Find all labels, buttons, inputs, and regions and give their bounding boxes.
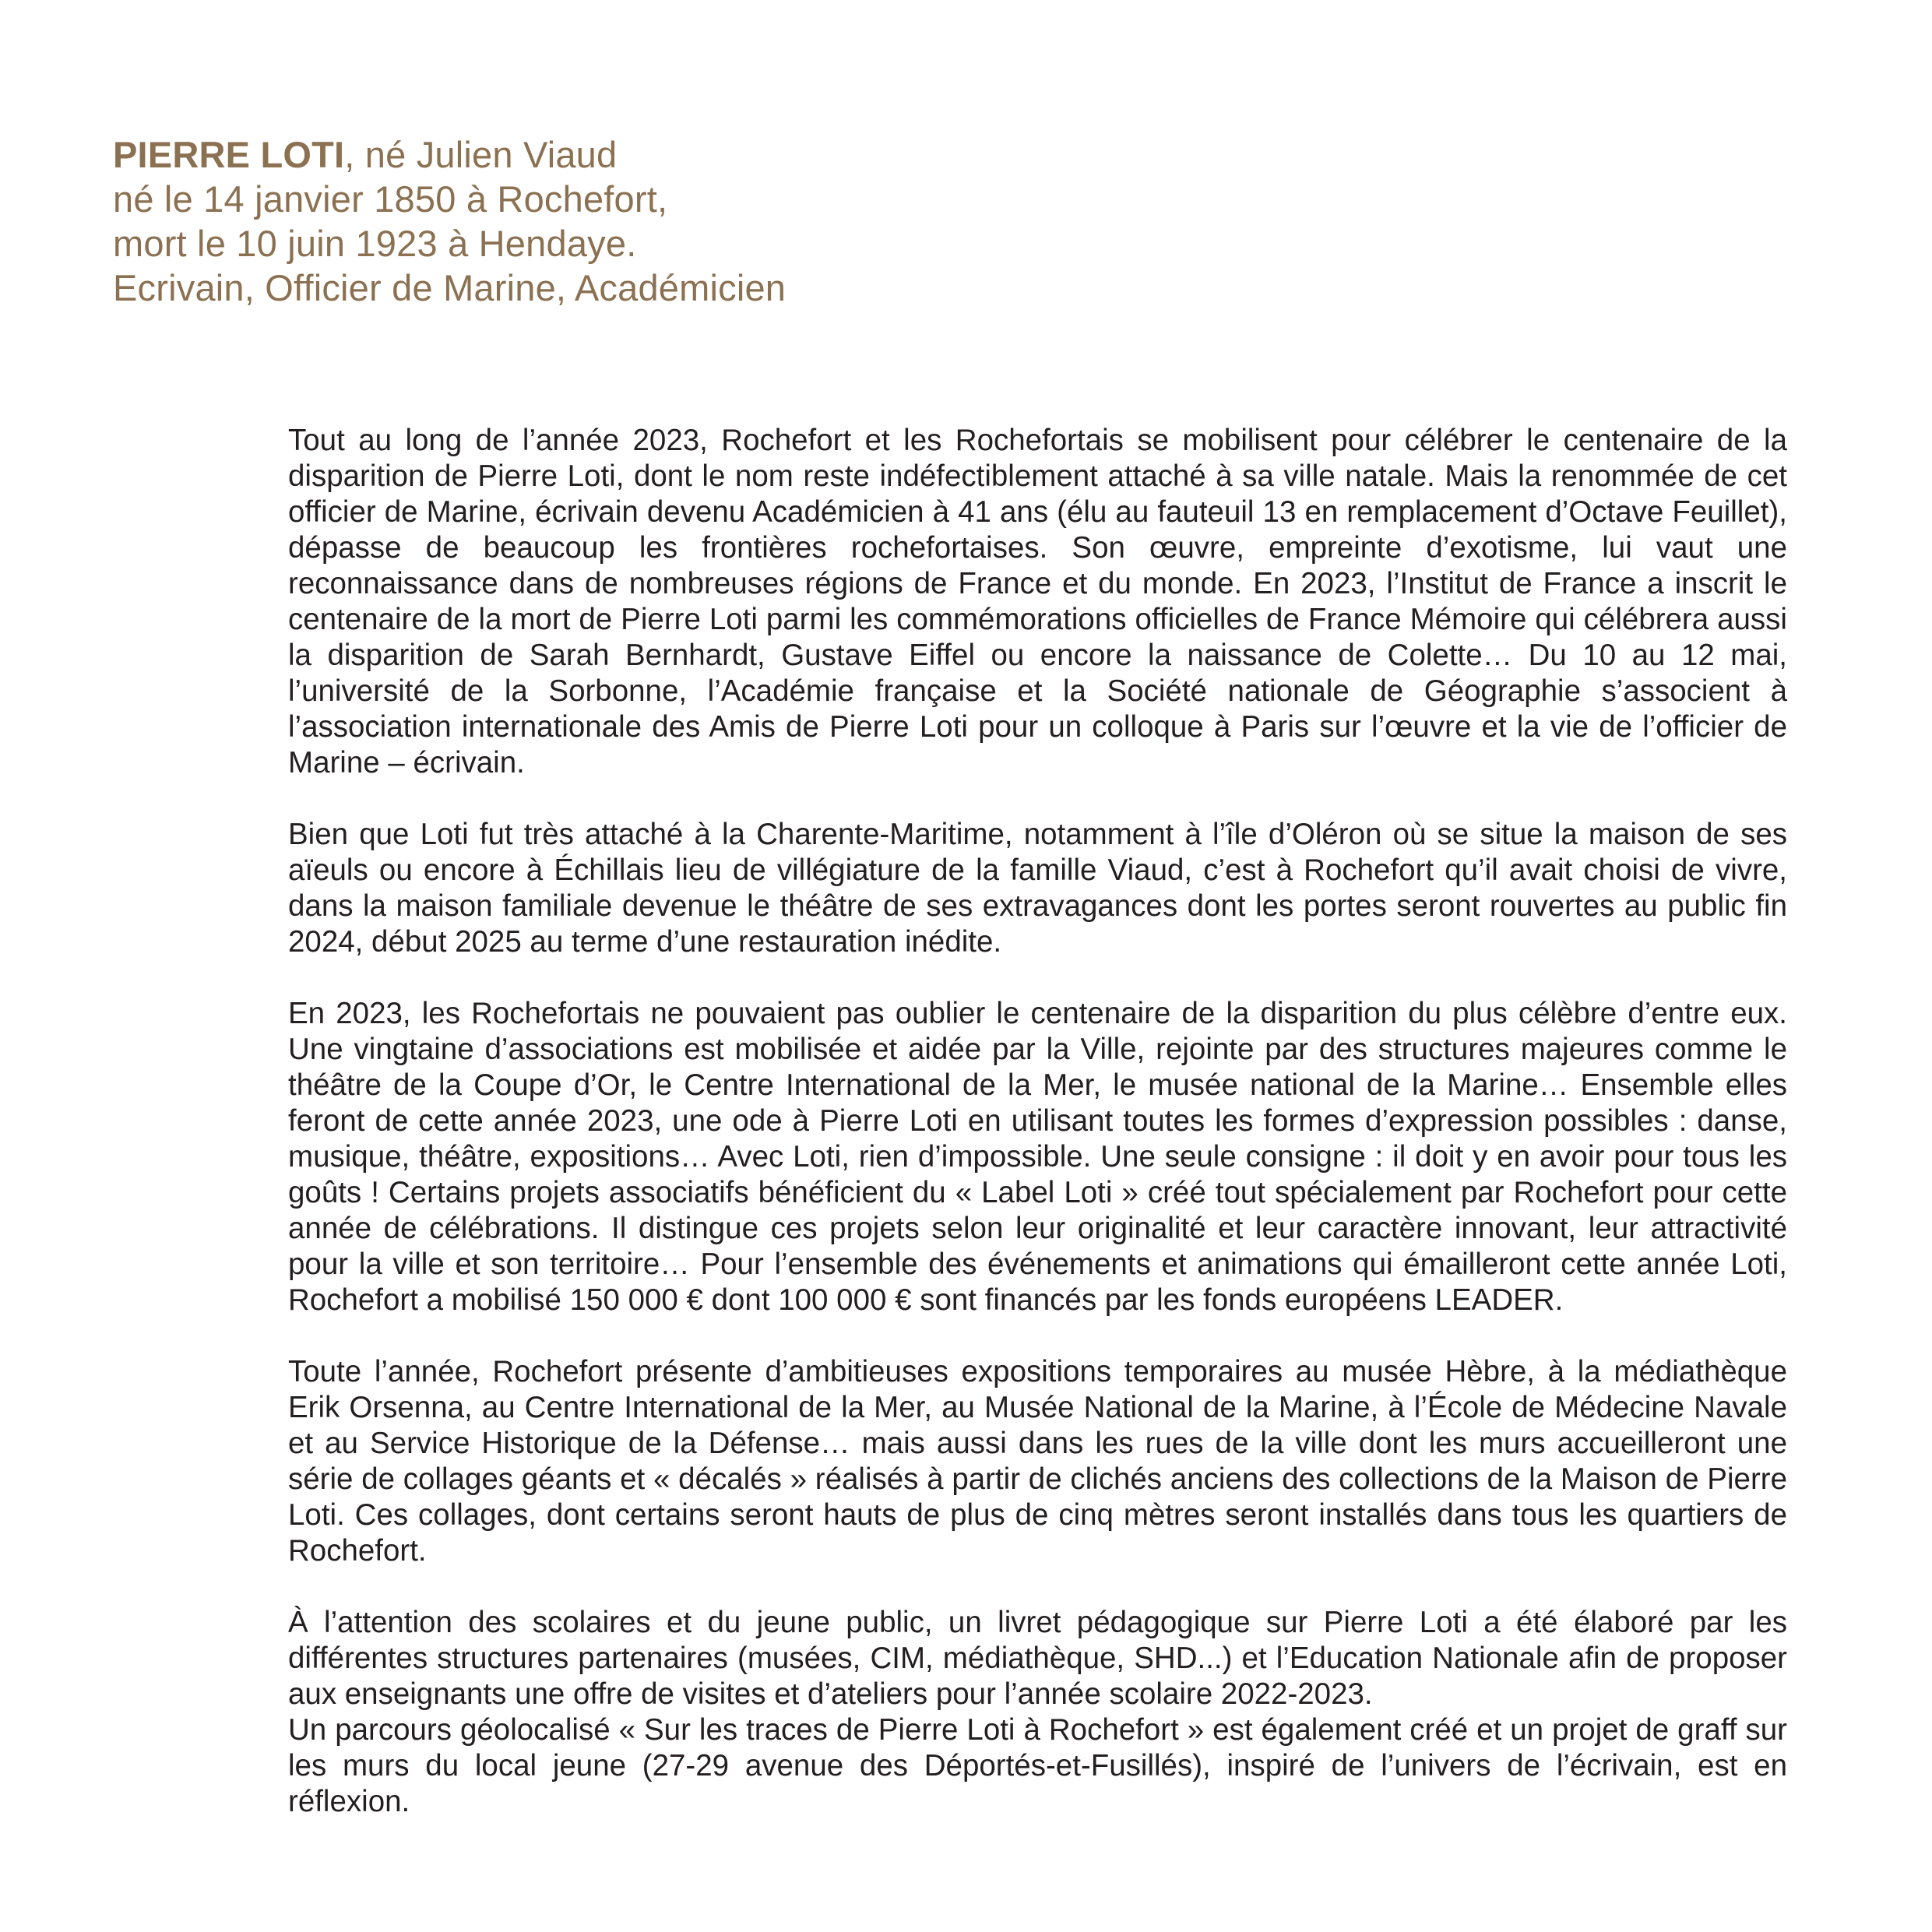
biography-header xyxy=(113,132,1203,310)
author-name: PIERRE LOTI xyxy=(113,134,345,175)
paragraph-geolocated-trail: Un parcours géolocalisé « Sur les traces de Pierre Loti à Rochefort » est également créé et un projet de graff sur les murs du local jeune (27-29 avenue des Déportés-et-Fusillés), inspiré de l’univers de l’écrivain, est en réflexion. xyxy=(288,1713,1787,1818)
paragraph-schools: À l’attention des scolaires et du jeune public, un livret pédagogique sur Pierre Loti a été élaboré par les différentes structures partenaires (musées, CIM, médiathèque, SHD...) et l’Education Nationale afin de proposer aux enseignants une offre de visites et d’ateliers pour l’année scolaire 2022-2023. xyxy=(288,1606,1787,1711)
paragraph-centenary: Tout au long de l’année 2023, Rochefort et les Rochefortais se mobilisent pour célébrer le centenaire de la disparition de Pierre Loti, dont le nom reste indéfectiblement attaché à sa ville natale. Mais la renommée de cet officier de Marine, écrivain devenu Académicien à 41 ans (élu au fauteuil 13 en remplacement d’Octave Feuillet), dépasse de beaucoup les frontières rochefortaises. Son œuvre, empreinte d’exotisme, lui vaut une reconnaissance dans de nombreuses régions de France et du monde. En 2023, l’Institut de France a inscrit le centenaire de la mort de Pierre Loti parmi les commémorations officielles de France Mémoire qui célébrera aussi la disparition de Sarah Bernhardt, Gustave Eiffel ou encore la naissance de Colette… Du 10 au 12 mai, l’université de la Sorbonne, l’Académie française et la Société nationale de Géographie s’associent à l’association internationale des Amis de Pierre Loti pour un colloque à Paris sur l’œuvre et la vie de l’officier de Marine – écrivain. xyxy=(288,424,1787,779)
author-birth-name: , né Julien Viaud xyxy=(344,134,618,175)
death-line: mort le 10 juin 1923 à Hendaye. xyxy=(113,223,637,264)
paragraph-charente-maritime: Bien que Loti fut très attaché à la Charente-Maritime, notamment à l’île d’Oléron où se situe la maison de ses aïeuls ou encore à Échillais lieu de villégiature de la famille Viaud, c’est à Rochefort qu’il avait choisi de vivre, dans la maison familiale devenue le théâtre de ses extravagances dont les portes seront rouvertes au public fin 2024, début 2025 au terme d’une restauration inédite. xyxy=(288,818,1787,959)
header-name-line xyxy=(113,132,1203,177)
paragraph-exhibitions: Toute l’année, Rochefort présente d’ambitieuses expositions temporaires au musée Hèbre, à la médiathèque Erik Orsenna, au Centre International de la Mer, au Musée National de la Marine, à l’École de Médecine Navale et au Service Historique de la Défense… mais aussi dans les rues de la ville dont les murs accueilleront une série de collages géants et « décalés » réalisés à partir de clichés anciens des collections de la Maison de Pierre Loti. Ces collages, dont certains seront hauts de plus de cinq mètres seront installés dans tous les quartiers de Rochefort. xyxy=(288,1355,1787,1568)
paragraph-associations: En 2023, les Rochefortais ne pouvaient pas oublier le centenaire de la disparition du plus célèbre d’entre eux. Une vingtaine d’associations est mobilisée et aidée par la Ville, rejointe par des structures majeures comme le théâtre de la Coupe d’Or, le Centre International de la Mer, le musée national de la Marine… Ensemble elles feront de cette année 2023, une ode à Pierre Loti en utilisant toutes les formes d’expression possibles : danse, musique, théâtre, expositions… Avec Loti, rien d’impossible. Une seule consigne : il doit y en avoir pour tous les goûts ! Certains projets associatifs bénéficient du « Label Loti » créé tout spécialement par Rochefort pour cette année de célébrations. Il distingue ces projets selon leur originalité et leur caractère innovant, leur attractivité pour la ville et son territoire… Pour l’ensemble des événements et animations qui émailleront cette année Loti, Rochefort a mobilisé 150 000 € dont 100 000 € sont financés par les fonds européens LEADER. xyxy=(288,997,1787,1317)
article-body xyxy=(288,423,1787,1820)
titles-line: Ecrivain, Officier de Marine, Académicien xyxy=(113,267,787,308)
birth-line: né le 14 janvier 1850 à Rochefort, xyxy=(113,178,668,220)
